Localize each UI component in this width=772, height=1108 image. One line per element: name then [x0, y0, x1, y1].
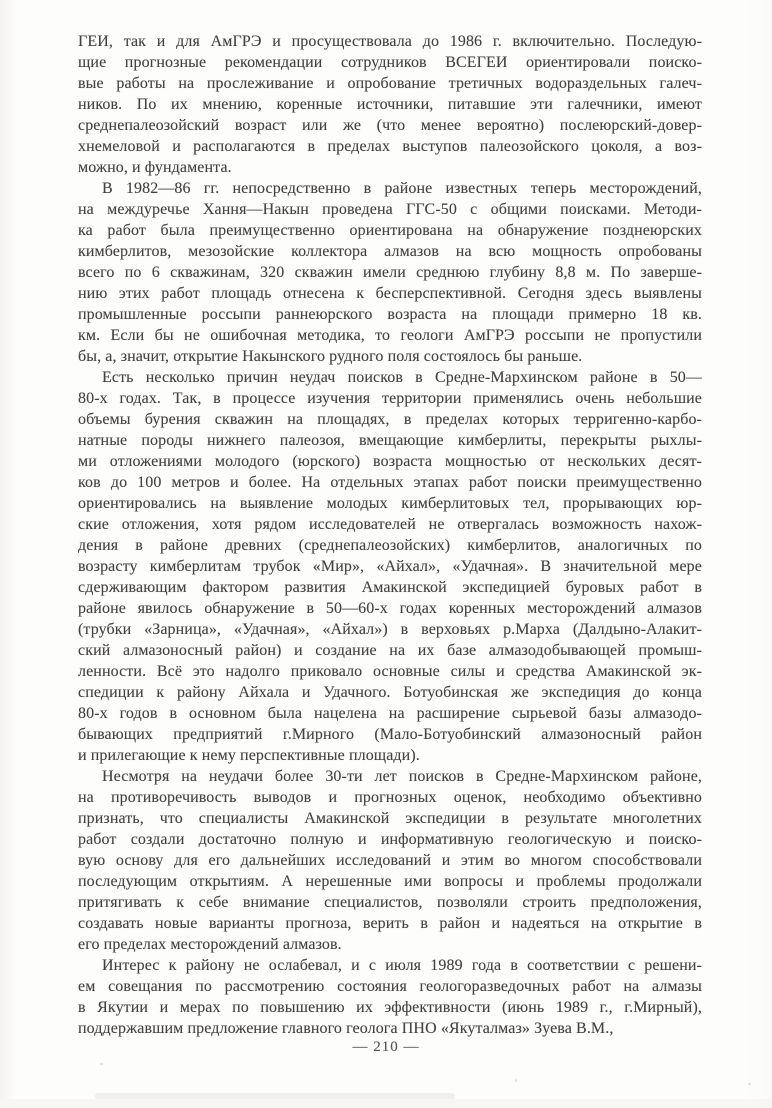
text-line: ленности. Всё это надолго приковало основные силы и средства Амакинской эк-: [78, 663, 702, 680]
scan-artifact-edge: [0, 1099, 772, 1108]
text-line: нию этих работ площадь отнесена к бесперспективной. Сегодня здесь выявлены: [78, 285, 702, 302]
text-line: кимберлитов, мезозойские коллектора алмазов на всю мощность опробованы: [78, 243, 702, 260]
text-line: ГЕИ, так и для АмГРЭ и просуществовала до 1986 г. включительно. Последую-: [78, 33, 702, 50]
text-line: ка работ была преимущественно ориентирована на обнаружение позднеюрских: [78, 222, 702, 239]
text-line: на противоречивость выводов и прогнозных оценок, необходимо объективно: [78, 789, 702, 806]
text-line: (трубки «Зарница», «Удачная», «Айхал») в верховьях р.Марха (Далдыно-Алакит-: [78, 621, 702, 638]
text-line: 80-х годов в основном была нацелена на расширение сырьевой базы алмазодо-: [78, 705, 702, 722]
text-line: ские отложения, хотя рядом исследователей не отвергалась возможность нахож-: [78, 516, 702, 533]
paragraph-1: [78, 31, 702, 178]
text-line: ский алмазоносный район) и создание на их базе алмазодобывающей промыш-: [78, 642, 702, 659]
page-number: — 210 —: [352, 1039, 420, 1055]
text-line: на междуречье Хання—Накын проведена ГГС-50 с общими поисками. Методи-: [78, 201, 702, 218]
scan-speckle: [748, 1083, 751, 1085]
text-line: ориентировались на выявление молодых кимберлитовых тел, прорывающих юр-: [78, 495, 702, 512]
text-line: ми отложениями молодого (юрского) возраста мощностью от нескольких десят-: [78, 453, 702, 470]
text-line: промышленные россыпи раннеюрского возраста на площади примерно 18 кв.: [78, 306, 702, 323]
paragraph-5: [78, 955, 702, 1039]
text-line: всего по 6 скважинам, 320 скважин имели среднюю глубину 8,8 м. По заверше-: [78, 264, 702, 281]
text-line: щие прогнозные рекомендации сотрудников ВСЕГЕИ ориентировали поиско-: [78, 54, 702, 71]
text-line: Интерес к району не ослабевал, и с июля 1989 года в соответствии с решени-: [102, 957, 702, 974]
text-line: вую основу для его дальнейших исследований и этим во многом способствовали: [78, 852, 702, 869]
text-line: можно, и фундамента.: [78, 159, 232, 176]
text-line: дения в районе древних (среднепалеозойских) кимберлитов, аналогичных по: [78, 537, 702, 554]
text-line: поддержавшим предложение главного геолога ПНО «Якуталмаз» Зуева В.М.,: [78, 1020, 614, 1037]
text-line: В 1982—86 гг. непосредственно в районе известных теперь месторождений,: [102, 180, 702, 197]
text-line: среднепалеозойский возраст или же (что менее вероятно) послеюрский-довер-: [78, 117, 702, 134]
text-line: сдерживающим фактором развития Амакинской экспедицией буровых работ в: [78, 579, 702, 596]
text-line: бывающих предприятий г.Мирного (Мало-Ботуобинский алмазоносный район: [78, 726, 702, 743]
text-line: спедиции к району Айхала и Удачного. Ботуобинская же экспедиция до конца: [78, 684, 702, 701]
text-line: работ создали достаточно полную и информативную геологическую и поиско-: [78, 831, 702, 848]
text-line: Есть несколько причин неудач поисков в Средне-Мархинском районе в 50—: [102, 369, 702, 386]
text-line: ем совещания по рассмотрению состояния геологоразведочных работ на алмазы: [78, 978, 702, 995]
text-line: 80-х годах. Так, в процессе изучения территории применялись очень небольшие: [78, 390, 702, 407]
text-line: натные породы нижнего палеозоя, вмещающие кимберлиты, перекрыты рыхлы-: [78, 432, 702, 449]
text-line: последующим открытиям. А нерешенные ими вопросы и проблемы продолжали: [78, 873, 702, 890]
text-line: его пределах месторождений алмазов.: [78, 936, 342, 953]
text-line: притягивать к себе внимание специалистов, позволяли строить предположения,: [78, 894, 702, 911]
text-line: км. Если бы не ошибочная методика, то геологи АмГРЭ россыпи не пропустили: [78, 327, 702, 344]
text-line: Несмотря на неудачи более 30-ти лет поисков в Средне-Мархинском районе,: [102, 768, 702, 785]
text-line: вые работы на прослеживание и опробование третичных водораздельных галеч-: [78, 75, 702, 92]
scan-speckle: [100, 1063, 103, 1065]
text-line: районе явилось обнаружение в 50—60-х годах коренных месторождений алмазов: [78, 600, 702, 617]
text-line: бы, а, значит, открытие Накынского рудного поля состоялось бы раньше.: [78, 348, 583, 365]
text-line: в Якутии и мерах по повышению их эффективности (июнь 1989 г., г.Мирный),: [78, 999, 702, 1016]
page-text-block: [78, 31, 702, 1039]
paragraph-3: [78, 367, 702, 766]
scan-speckle: [515, 1079, 517, 1082]
text-line: и прилегающие к нему перспективные площади).: [78, 747, 420, 764]
text-line: ков до 100 метров и более. На отдельных этапах работ поиски преимущественно: [78, 474, 702, 491]
paragraph-4: [78, 766, 702, 955]
text-line: объемы бурения скважин на площадях, в пределах которых терригенно-карбо-: [78, 411, 702, 428]
text-line: ников. По их мнению, коренные источники, питавшие эти галечники, имеют: [78, 96, 702, 113]
text-line: признать, что специалисты Амакинской экспедиции в результате многолетних: [78, 810, 702, 827]
text-line: возрасту кимберлитам трубок «Мир», «Айхал», «Удачная». В значительной мере: [78, 558, 702, 575]
text-line: хнемеловой и располагаются в пределах выступов палеозойского цоколя, а воз-: [78, 138, 702, 155]
text-line: создавать новые варианты прогноза, верить в район и надеяться на открытие в: [78, 915, 702, 932]
paragraph-2: [78, 178, 702, 367]
